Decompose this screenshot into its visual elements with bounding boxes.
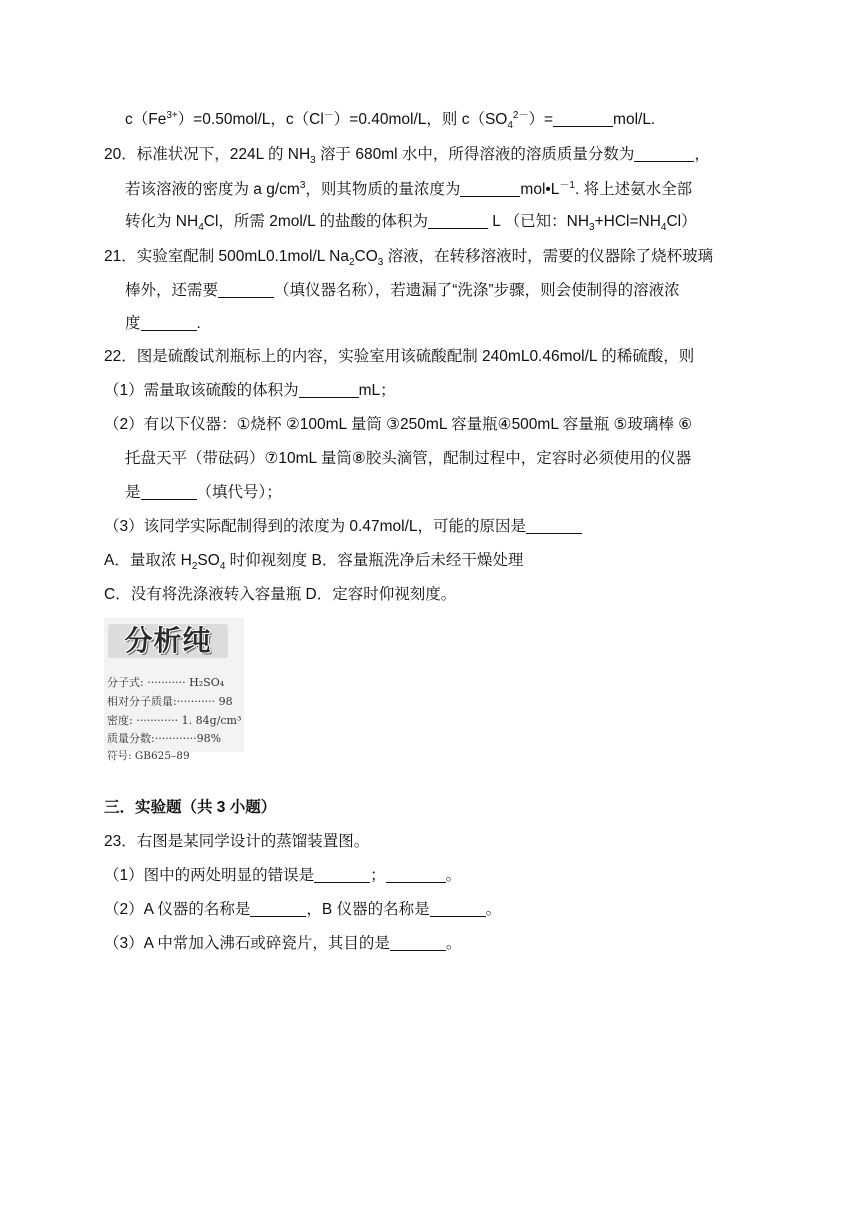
question-23-part-2: （2）A 仪器的名称是 ，B 仪器的名称是 。 — [104, 901, 502, 918]
question-22-part-3: （3）该同学实际配制得到的浓度为 0.47mol/L，可能的原因是 — [104, 517, 582, 537]
question-22-part-2-line-2: 托盘天平（带砝码）⑦10mL 量筒⑧胶头滴管，配制过程中，定容时必须使用的仪器 — [125, 450, 692, 467]
answer-blank — [314, 866, 370, 883]
answer-blank — [553, 110, 613, 127]
label-formula: 分子式: ··········· H₂SO₄ — [107, 676, 225, 689]
question-22-options-ab: A．量取浓 $H_2SO_4$ 时仰视刻度 B．容量瓶洗净后未经干燥处理 — [104, 552, 524, 573]
question-21-line-3: 度 . — [125, 315, 201, 332]
question-22-part-2-line-3: 是 （填代号）； — [125, 484, 282, 501]
question-23-part-3: （3）A 中常加入沸石或碎瓷片，其目的是 。 — [104, 935, 462, 952]
question-20-line-1: 20．标准状况下，224L 的 $NH_3$ 溶于 680ml 水中，所得溶液的溶质质量分数为 ， — [104, 146, 710, 167]
section-heading: 三．实验题（共 3 小题） — [104, 799, 277, 816]
label-logo: 分析纯 — [108, 624, 228, 658]
label-molecular-mass: 相对分子质量:··········· 98 — [107, 695, 233, 708]
label-mass-fraction: 质量分数:············98% — [107, 732, 222, 745]
answer-blank — [460, 180, 520, 197]
question-22-part-2-line-1: （2）有以下仪器：①烧杯 ②100mL 量筒 ③250mL 容量瓶④500mL 容量瓶 ⑤玻璃棒 ⑥ — [104, 416, 693, 433]
answer-blank — [390, 934, 446, 951]
reagent-label-image — [104, 618, 244, 762]
label-density: 密度: ············ 1. 84g/cm³ — [107, 714, 242, 727]
answer-blank — [141, 483, 197, 500]
answer-blank — [430, 900, 486, 917]
answer-blank — [526, 517, 582, 534]
answer-blank — [634, 145, 694, 162]
question-22-part-1: （1）需量取该硫酸的体积为 mL； — [104, 382, 396, 399]
question-20-line-2: 若该溶液的密度为 a $g/cm^3$，则其物质的量浓度为 $mol•L^{-1}$. 将上述氨水全部 — [125, 179, 693, 198]
answer-blank — [386, 866, 446, 883]
answer-blank — [299, 381, 359, 398]
answer-blank — [250, 900, 306, 917]
label-code: 符号: GB625–89 — [107, 750, 190, 762]
answer-blank — [141, 314, 197, 331]
line-concentration: $c(Fe^{3+})=0.50mol/L$，c（Cl－）=0.40mol/L，则 $c(SO_4^{2-})= mol/L$. — [125, 109, 656, 132]
question-23-part-1: （1）图中的两处明显的错误是 ； 。 — [104, 867, 462, 884]
question-23-stem: 23．右图是某同学设计的蒸馏装置图。 — [104, 833, 370, 850]
question-21-line-1: 21．实验室配制 500mL0.1mol/L $Na_2CO_3$ 溶液，在转移溶液时，需要的仪器除了烧杯玻璃 — [104, 248, 714, 269]
question-21-line-2: 棒外，还需要 （填仪器名称），若遗漏了“洗涤”步骤，则会使制得的溶液浓 — [125, 282, 680, 299]
answer-blank — [428, 212, 488, 229]
question-20-line-3: 转化为 $NH_4Cl$，所需 2mol/L 的盐酸的体积为 L （已知：$NH_3+HCl=NH_4Cl$） — [125, 213, 697, 234]
question-22-options-cd: C．没有将洗涤液转入容量瓶 D．定容时仰视刻度。 — [104, 586, 457, 603]
answer-blank — [218, 281, 274, 298]
question-22-stem: 22．图是硫酸试剂瓶标上的内容，实验室用该硫酸配制 240mL0.46mol/L 的稀硫酸，则 — [104, 348, 695, 365]
